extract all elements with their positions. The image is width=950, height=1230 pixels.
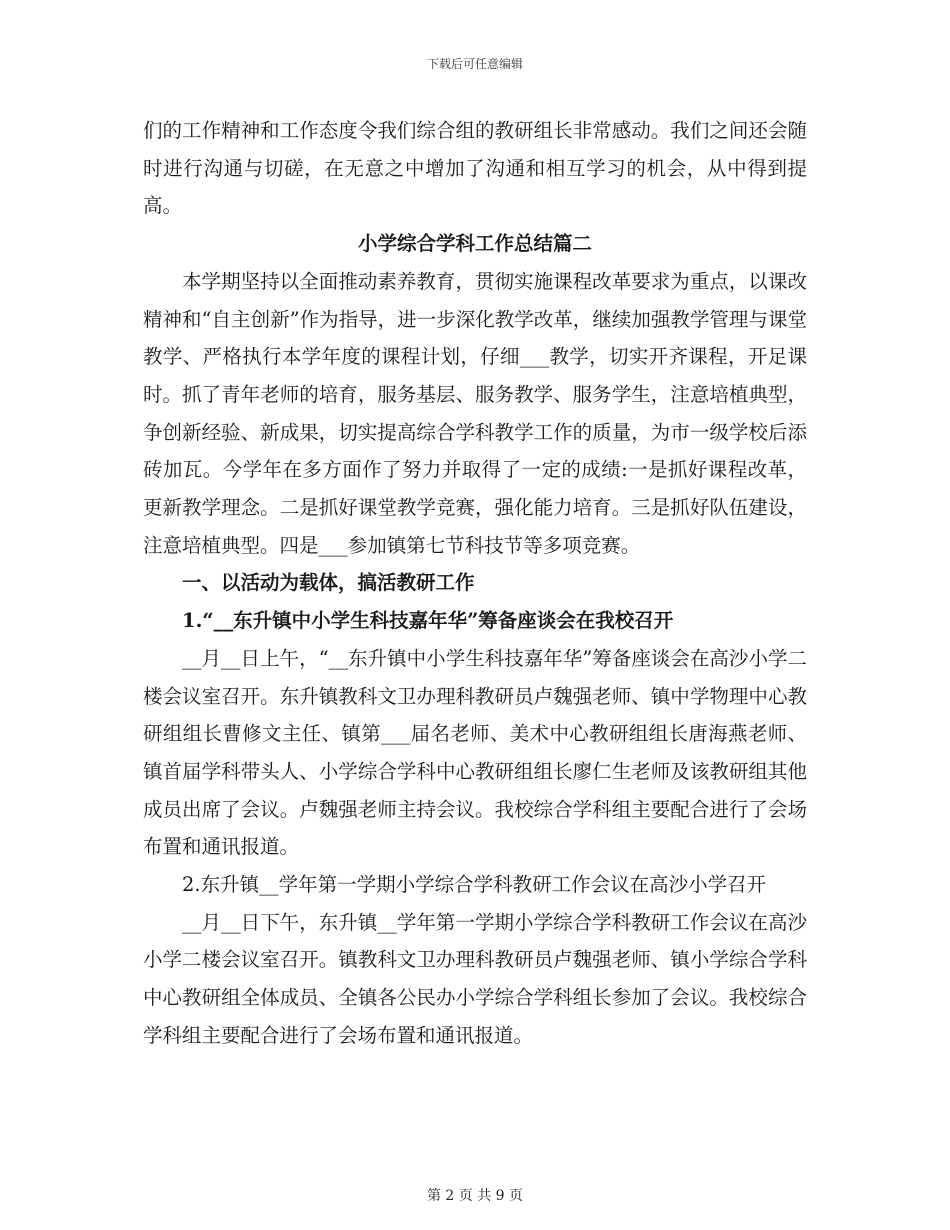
section-title: 小学综合学科工作总结篇二: [357, 232, 592, 256]
subheading-2: 2.东升镇__学年第一学期小学综合学科教研工作会议在高沙小学召开: [182, 873, 767, 897]
page-footer: 第 2 页 共 9 页: [426, 1188, 524, 1204]
heading-activities: 一、以活动为载体，搞活教研工作: [182, 571, 475, 595]
subsection-2-paragraph: __月__日下午，东升镇__学年第一学期小学综合学科教研工作会议在高沙小学二楼会议室召开。镇教科文卫办理科教研员卢魏强老师、镇小学综合学科中心教研组全体成员、全镇各公民办小学综合学科组长参加了会议。我校综合学科组主要配合进行了会场布置和通讯报道。: [143, 910, 807, 1047]
document-body: [143, 112, 807, 1055]
continued-paragraph: 们的工作精神和工作态度令我们综合组的教研组长非常感动。我们之间还会随时进行沟通与切磋，在无意之中增加了沟通和相互学习的机会，从中得到提高。: [143, 119, 807, 218]
subsection-1-paragraph: __月__日上午，“__东升镇中小学生科技嘉年华”筹备座谈会在高沙小学二楼会议室召开。东升镇教科文卫办理科教研员卢魏强老师、镇中学物理中心教研组组长曹修文主任、镇第___届名老师、美术中心教研组组长唐海燕老师、镇首届学科带头人、小学综合学科中心教研组组长廖仁生老师及该教研组其他成员出席了会议。卢魏强老师主持会议。我校综合学科组主要配合进行了会场布置和通讯报道。: [143, 646, 807, 859]
subheading-1: 1.“__东升镇中小学生科技嘉年华”筹备座谈会在我校召开: [182, 609, 674, 633]
page-header: 下载后可任意编辑: [426, 57, 523, 71]
intro-paragraph: 本学期坚持以全面推动素养教育，贯彻实施课程改革要求为重点，以课改精神和“自主创新”作为指导，进一步深化教学改革，继续加强教学管理与课堂教学、严格执行本学年度的课程计划，仔细___教学，切实开齐课程，开足课时。抓了青年老师的培育，服务基层、服务教学、服务学生，注意培植典型，争创新经验、新成果，切实提高综合学科教学工作的质量，为市一级学校后添砖加瓦。今学年在多方面作了努力并取得了一定的成绩:一是抓好课程改革，更新教学理念。二是抓好课堂教学竞赛，强化能力培育。三是抓好队伍建设，注意培植典型。四是___参加镇第七节科技节等多项竞赛。: [143, 269, 807, 557]
